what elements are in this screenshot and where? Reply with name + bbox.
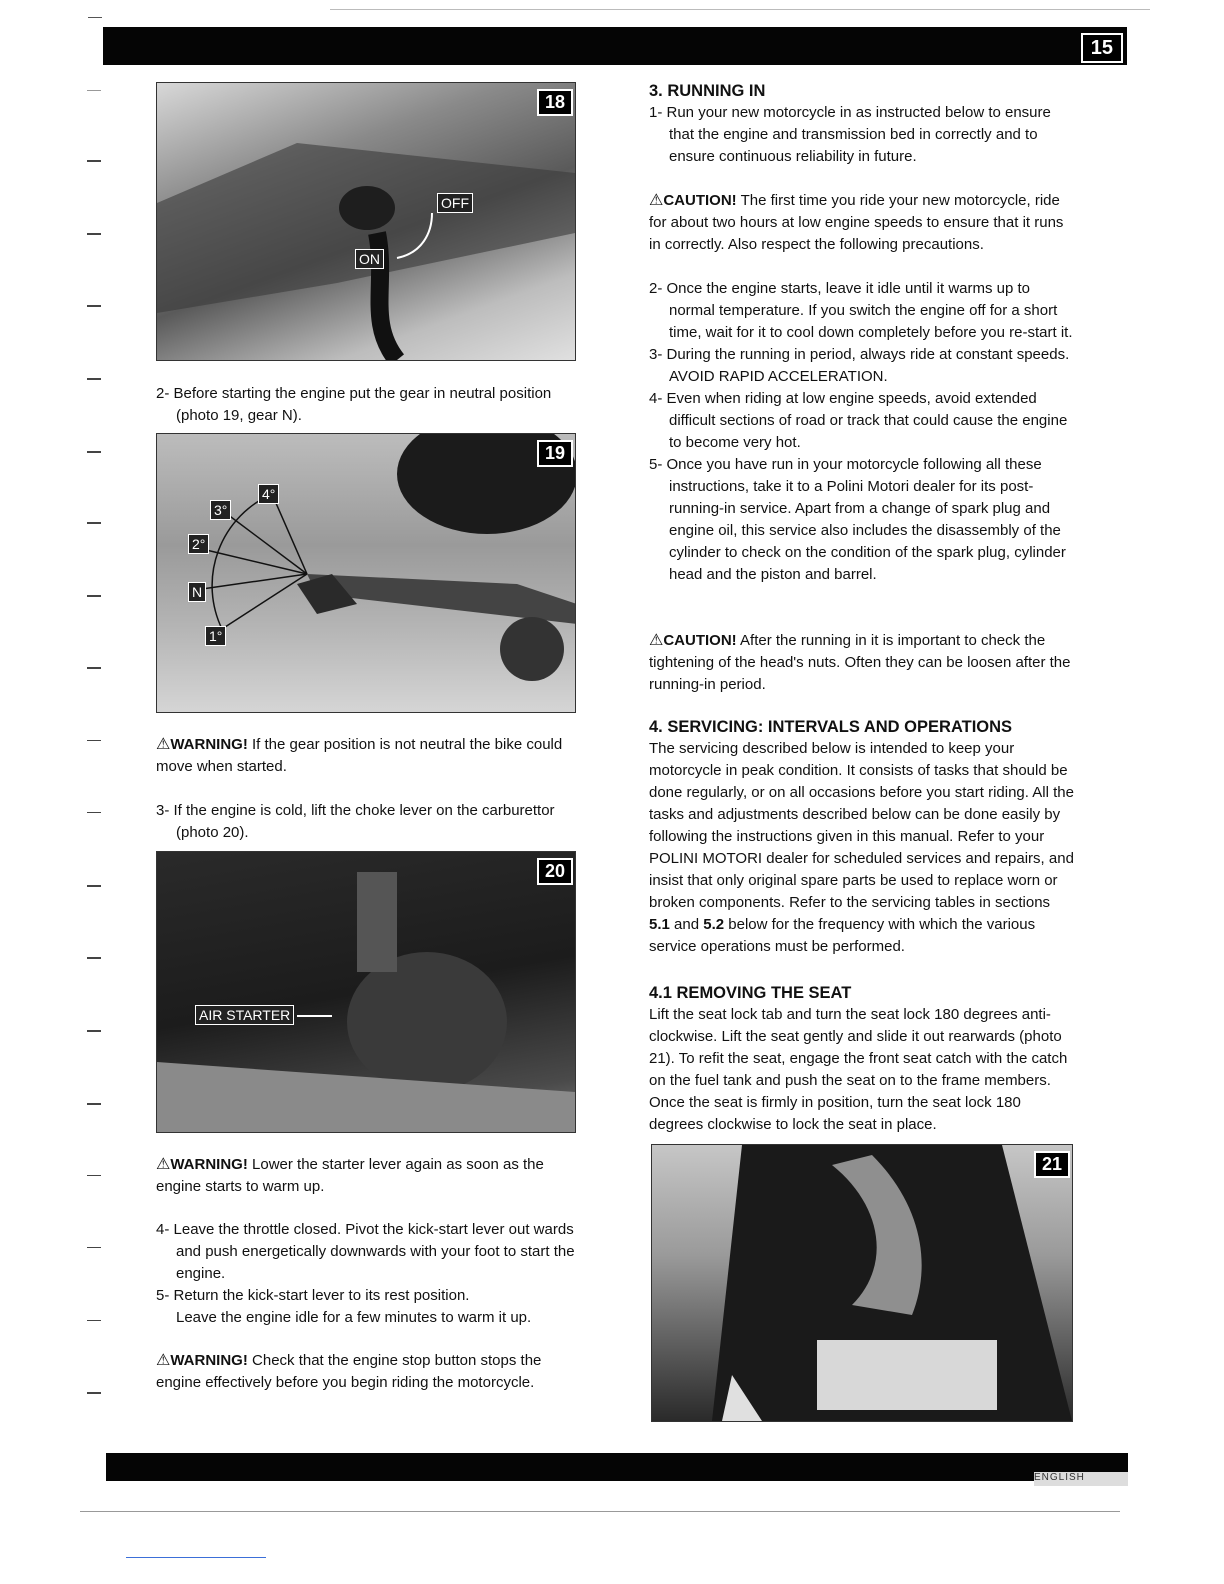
warning-triangle-icon: ⚠	[156, 736, 171, 753]
caution-text: After the running in it is important to check the tightening of the head's nuts. Often they can be loosen after the running-in period.	[649, 632, 1071, 693]
margin-tick	[87, 305, 101, 307]
margin-tick	[87, 667, 101, 669]
caution-head-nuts	[649, 630, 1074, 696]
warning-triangle-icon: ⚠	[156, 1156, 171, 1173]
running-in-item-4: 4- Even when riding at low engine speeds, avoid extended difficult sections of road or track that could cause the engine to become very hot.	[649, 390, 1068, 451]
servicing-text-b: below for the frequency with which the various service operations must be performed.	[649, 916, 1036, 955]
warning-label: WARNING!	[170, 1156, 248, 1173]
margin-tick	[87, 812, 101, 813]
left-para-2	[156, 383, 581, 427]
warning-triangle-icon: ⚠	[156, 1352, 171, 1369]
warning-label: WARNING!	[170, 736, 248, 753]
header-bar	[103, 27, 1127, 65]
gear-3-label: 3°	[210, 500, 231, 520]
caution-label: CAUTION!	[663, 632, 737, 649]
running-in-item-1: 1- Run your new motorcycle in as instructed below to ensure that the engine and transmission bed in correctly and to ensure continuous reliability in future.	[649, 104, 1051, 165]
page-number: 15	[1081, 33, 1123, 63]
gear-lever-illustration	[157, 434, 575, 712]
top-left-mark	[88, 17, 102, 18]
photo-number: 20	[537, 858, 573, 885]
gear-4-label: 4°	[258, 484, 279, 504]
photo-number: 19	[537, 440, 573, 467]
margin-tick	[87, 740, 101, 741]
photo-number: 21	[1034, 1151, 1070, 1178]
step-4-text: 4- Leave the throttle closed. Pivot the kick-start lever out wards and push energetically downwards with your foot to start the engine.	[156, 1221, 575, 1282]
gear-2-label: 2°	[188, 534, 209, 554]
warning-neutral	[156, 734, 581, 778]
margin-tick	[87, 451, 101, 453]
running-in-list	[649, 278, 1074, 586]
on-label: ON	[355, 249, 384, 269]
gear-n-label: N	[188, 582, 206, 602]
removing-seat-text: Lift the seat lock tab and turn the seat lock 180 degrees anti-clockwise. Lift the seat gently and slide it out rearwards (photo 21). To refit the seat, engage the front seat catch with the catch on the fuel tank and push the seat on to the frame members. Once the seat is firmly in position, turn the seat lock 180 degrees clockwise to lock the seat in place.	[649, 1006, 1068, 1133]
caution-triangle-icon: ⚠	[649, 192, 664, 209]
margin-tick	[87, 1392, 101, 1394]
warning-text: If the gear position is not neutral the bike could move when started.	[156, 736, 563, 775]
top-scan-rule	[330, 9, 1150, 10]
caution-first-ride	[649, 190, 1074, 256]
gear-1-label: 1°	[205, 626, 226, 646]
section-3-title: 3. RUNNING IN	[649, 82, 766, 100]
seat-illustration	[652, 1145, 1072, 1421]
carburettor-illustration	[157, 852, 575, 1132]
section-4-1-title: 4.1 REMOVING THE SEAT	[649, 984, 852, 1002]
margin-tick	[87, 1103, 101, 1105]
section-servicing	[649, 716, 1074, 958]
footer-scan-rule	[80, 1511, 1120, 1512]
servicing-and: and	[674, 916, 700, 933]
step-2-text: 2- Before starting the engine put the gear in neutral position (photo 19, gear N).	[156, 385, 552, 424]
warning-stop-button	[156, 1350, 581, 1394]
running-in-item-5: 5- Once you have run in your motorcycle following all these instructions, take it to a Polini Motori dealer for its post-running-in service. Apart from a change of spark plug and engine oil, this service also includes the disassembly of the cylinder to check on the condition of the spark plug, cylinder head and the piston and barrel.	[649, 456, 1066, 583]
margin-tick	[87, 595, 101, 597]
servicing-text-a: The servicing described below is intended to keep your motorcycle in peak condition. It consists of tasks that should be done regularly, or on all occasions before you start riding. All the tasks and adjustments described below can be done easily by following the instructions given in this manual. Refer to your POLINI MOTORI dealer for scheduled services and repairs, and insist that only original spare parts be used to replace worn or broken components. Refer to the servicing tables in sections	[649, 740, 1074, 911]
footer-bar	[106, 1453, 1128, 1481]
warning-label: WARNING!	[170, 1352, 248, 1369]
warning-text: Check that the engine stop button stops the engine effectively before you begin riding the motorcycle.	[156, 1352, 542, 1391]
margin-tick	[87, 1030, 101, 1032]
section-ref-5-1: 5.1	[649, 916, 670, 933]
caution-triangle-icon: ⚠	[649, 632, 664, 649]
photo-18	[156, 82, 576, 361]
margin-tick	[87, 90, 101, 91]
step-3-text: 3- If the engine is cold, lift the choke lever on the carburettor (photo 20).	[156, 802, 555, 841]
warning-text: Lower the starter lever again as soon as the engine starts to warm up.	[156, 1156, 544, 1195]
left-para-3	[156, 800, 581, 844]
off-label: OFF	[437, 193, 473, 213]
section-ref-5-2: 5.2	[703, 916, 725, 933]
photo-19	[156, 433, 576, 713]
margin-tick	[87, 233, 101, 235]
photo-21	[651, 1144, 1073, 1422]
margin-tick	[87, 160, 101, 162]
caution-label: CAUTION!	[663, 192, 737, 209]
running-in-item-2: 2- Once the engine starts, leave it idle until it warms up to normal temperature. If you switch the engine off for a short time, wait for it to cool down completely before you re-start it.	[649, 280, 1073, 341]
section-removing-seat	[649, 982, 1074, 1136]
margin-tick	[87, 957, 101, 959]
step-5-note: Leave the engine idle for a few minutes to warm it up.	[176, 1309, 532, 1326]
fuel-tap-illustration	[157, 83, 575, 360]
step-5-text: 5- Return the kick-start lever to its rest position.	[156, 1287, 470, 1304]
margin-tick	[87, 522, 101, 524]
air-starter-label: AIR STARTER	[195, 1005, 294, 1025]
left-steps-4-5	[156, 1219, 581, 1329]
margin-tick	[87, 1320, 101, 1321]
margin-tick	[87, 1247, 101, 1248]
running-in-item-3: 3- During the running in period, always ride at constant speeds. AVOID RAPID ACCELERATION.	[649, 346, 1070, 385]
warning-starter	[156, 1154, 581, 1198]
section-running-in	[649, 80, 1074, 168]
photo-20	[156, 851, 576, 1133]
margin-tick	[87, 885, 101, 887]
photo-number: 18	[537, 89, 573, 116]
margin-tick	[87, 378, 101, 380]
margin-tick	[87, 1175, 101, 1176]
servicing-text	[649, 738, 1074, 958]
language-tag: ENGLISH	[1034, 1472, 1128, 1486]
footer-link-line	[126, 1557, 266, 1558]
caution-text: The first time you ride your new motorcycle, ride for about two hours at low engine speeds to ensure that it runs in correctly. Also respect the following precautions.	[649, 192, 1064, 253]
section-4-title: 4. SERVICING: INTERVALS AND OPERATIONS	[649, 718, 1013, 736]
